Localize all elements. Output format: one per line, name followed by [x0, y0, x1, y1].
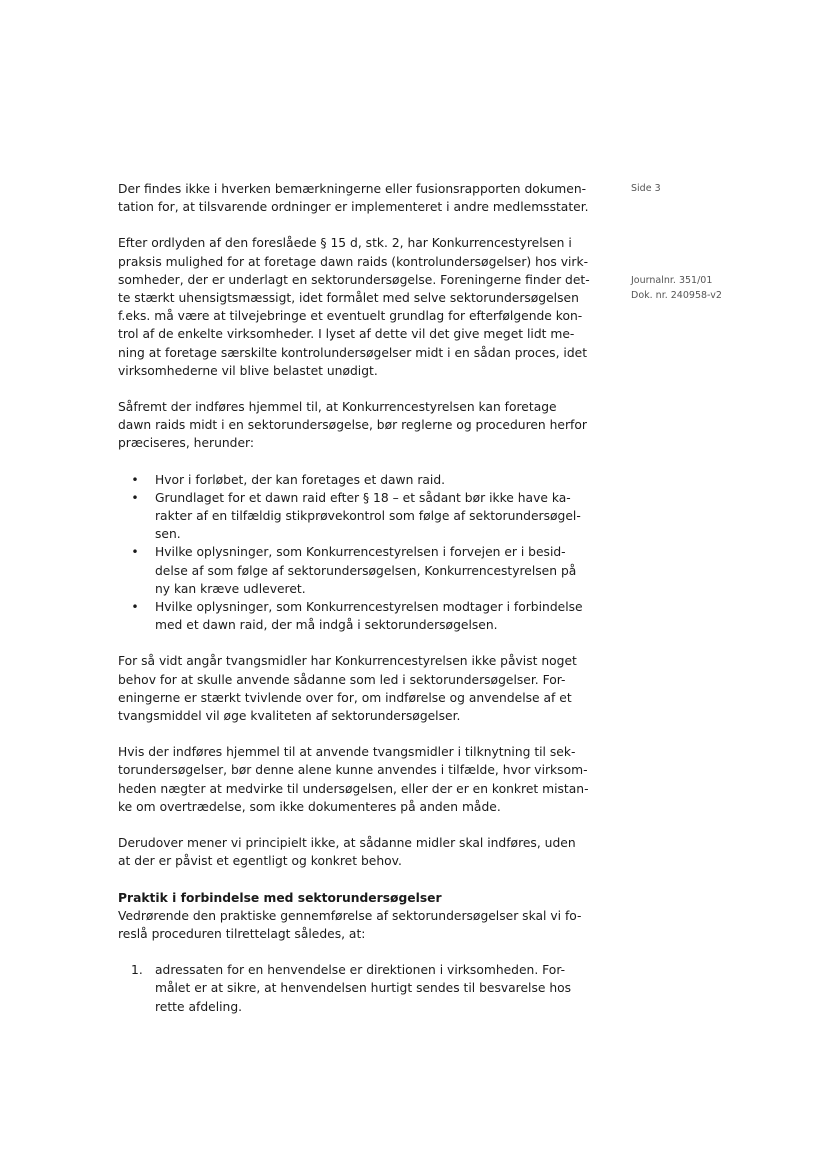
- section-heading: Praktik i forbindelse med sektorundersøgelser: [118, 890, 442, 905]
- journal-number: Journalnr. 351/01: [631, 275, 713, 286]
- numbered-list: [118, 961, 596, 1016]
- text-line: Hvis der indføres hjemmel til at anvende tvangsmidler i tilknytning til sek-: [118, 745, 576, 760]
- text-line: målet er at sikre, at henvendelsen hurtigt sendes til besvarelse hos: [155, 981, 572, 996]
- letter-body: [118, 180, 596, 1016]
- document-number: Dok. nr. 240958-v2: [631, 290, 722, 301]
- text-line: praksis mulighed for at foretage dawn raids (kontrolundersøgelser) hos virk-: [118, 254, 589, 269]
- bullet-item: [118, 489, 596, 544]
- paragraph-hjemmel: [118, 398, 596, 453]
- bullet-item: [118, 471, 596, 489]
- text-line: ke om overtrædelse, som ikke dokumenteres på anden måde.: [118, 799, 501, 814]
- bullet-marker: •: [131, 600, 139, 615]
- bullet-item: [118, 598, 596, 634]
- document-reference: [631, 273, 722, 303]
- text-line: torundersøgelser, bør denne alene kunne anvendes i tilfælde, hvor virksom-: [118, 763, 588, 778]
- text-line: For så vidt angår tvangsmidler har Konkurrencestyrelsen ikke påvist noget: [118, 654, 577, 669]
- paragraph-dawn-raids: [118, 234, 596, 380]
- text-line: sen.: [155, 527, 181, 542]
- text-line: eningerne er stærkt tvivlende over for, om indførelse og anvendelse af et: [118, 690, 572, 705]
- item-number: 1.: [131, 963, 143, 978]
- text-line: med et dawn raid, der må indgå i sektorundersøgelsen.: [155, 618, 498, 633]
- text-line: dawn raids midt i en sektorundersøgelse, bør reglerne og proceduren herfor: [118, 418, 587, 433]
- text-line: virksomhederne vil blive belastet unødigt.: [118, 363, 378, 378]
- text-line: trol af de enkelte virksomheder. I lyset af dette vil det give meget lidt me-: [118, 327, 575, 342]
- paragraph-hjemmel-tvangsmidler: [118, 743, 596, 816]
- text-line: somheder, der er underlagt en sektorundersøgelse. Foreningerne finder det-: [118, 272, 590, 287]
- numbered-item: [118, 961, 596, 1016]
- text-line: præciseres, herunder:: [118, 436, 255, 451]
- text-line: f.eks. må være at tilvejebringe et eventuelt grundlag for efterfølgende kon-: [118, 309, 583, 324]
- text-line: tvangsmiddel vil øge kvaliteten af sektorundersøgelser.: [118, 709, 461, 724]
- text-line: Hvor i forløbet, der kan foretages et dawn raid.: [155, 472, 446, 487]
- text-line: tation for, at tilsvarende ordninger er implementeret i andre medlemsstater.: [118, 200, 589, 215]
- text-line: at der er påvist et egentligt og konkret behov.: [118, 854, 402, 869]
- text-line: Grundlaget for et dawn raid efter § 18 – et sådant bør ikke have ka-: [155, 490, 571, 505]
- text-line: Der findes ikke i hverken bemærkningerne eller fusionsrapporten dokumen-: [118, 182, 587, 196]
- text-line: Efter ordlyden af den foreslåede § 15 d, stk. 2, har Konkurrencestyrelsen i: [118, 236, 572, 251]
- paragraph-praktik: [118, 907, 596, 943]
- text-line: Hvilke oplysninger, som Konkurrencestyrelsen modtager i forbindelse: [155, 600, 583, 615]
- paragraph-documentation: [118, 180, 596, 216]
- bullet-list: [118, 471, 596, 635]
- text-line: reslå proceduren tilrettelagt således, at:: [118, 926, 366, 941]
- text-line: Såfremt der indføres hjemmel til, at Konkurrencestyrelsen kan foretage: [118, 400, 557, 415]
- bullet-marker: •: [131, 490, 139, 505]
- text-line: heden nægter at medvirke til undersøgelsen, eller der er en konkret mistan-: [118, 781, 589, 796]
- text-line: Hvilke oplysninger, som Konkurrencestyrelsen i forvejen er i besid-: [155, 545, 566, 560]
- bullet-marker: •: [131, 545, 139, 560]
- text-line: delse af som følge af sektorundersøgelsen, Konkurrencestyrelsen på: [155, 563, 577, 578]
- text-line: adressaten for en henvendelse er direktionen i virksomheden. For-: [155, 963, 566, 978]
- text-line: ning at foretage særskilte kontrolundersøgelser midt i en sådan proces, idet: [118, 345, 588, 360]
- page-number: Side 3: [631, 183, 661, 194]
- text-line: Derudover mener vi principielt ikke, at sådanne midler skal indføres, uden: [118, 836, 576, 851]
- bullet-marker: •: [131, 472, 139, 487]
- paragraph-tvangsmidler: [118, 652, 596, 725]
- bullet-item: [118, 543, 596, 598]
- text-line: rette afdeling.: [155, 999, 243, 1014]
- text-line: rakter af en tilfældig stikprøvekontrol som følge af sektorundersøgel-: [155, 509, 581, 524]
- text-line: te stærkt uhensigtsmæssigt, idet formålet med selve sektorundersøgelsen: [118, 291, 579, 306]
- paragraph-principielt: [118, 834, 596, 870]
- text-line: Vedrørende den praktiske gennemførelse af sektorundersøgelser skal vi fo-: [118, 908, 582, 923]
- text-line: ny kan kræve udleveret.: [155, 581, 306, 596]
- text-line: behov for at skulle anvende sådanne som led i sektorundersøgelser. For-: [118, 672, 566, 687]
